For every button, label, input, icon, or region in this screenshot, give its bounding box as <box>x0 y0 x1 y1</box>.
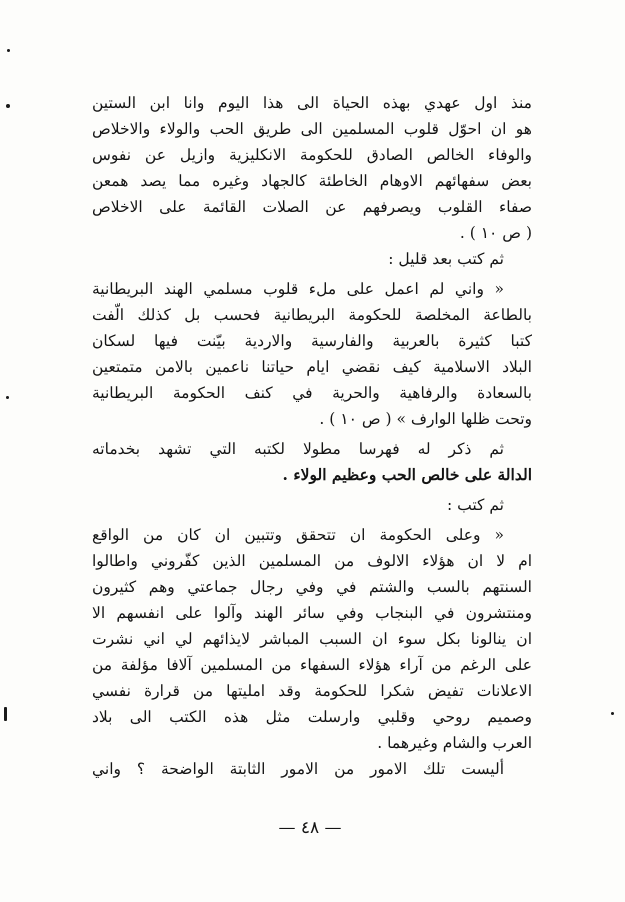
scan-speck-left-lower <box>4 707 7 721</box>
text-line: « وعلى الحكومة ان تتحقق وتتبين ان كان من الواقع <box>92 526 504 544</box>
text-line: السنتهم بالسب والشتم في وفي رجال جماعتي وهم كثيرون <box>92 578 532 596</box>
page-number: — ٤٨ — <box>278 818 342 838</box>
text-line: ام لا ان هؤلاء الالوف من المسلمين الذين كفّروني واطالوا <box>92 552 532 570</box>
text-line: الاعلانات تفيض شكرا للحكومة وقد امليتها من قرارة نفسي <box>92 682 532 700</box>
text-line: ثم ذكر له فهرسا مطولا لكتبه التي تشهد بخدماته <box>92 440 504 458</box>
text-line: ( ص ١٠ ) . <box>459 224 532 242</box>
text-line: ثم كتب بعد قليل : <box>388 250 504 268</box>
text-line: صفاء القلوب ويصرفهم عن الصلات القائمة على الاخلاص <box>92 198 532 216</box>
text-line: ان ينالونا بكل سوء ان السبب المباشر لايذائهم لي اني نشرت <box>92 630 532 648</box>
text-line: « واني لم اعمل على ملء قلوب مسلمي الهند البريطانية <box>92 280 504 298</box>
text-line: وتحت ظلها الوارف » ( ص ١٠ ) . <box>319 410 532 428</box>
text-line: كتبا كثيرة بالعربية والفارسية والاردية بيّنت فيها لسكان <box>92 332 532 350</box>
text-line: على الرغم من آراء هؤلاء السفهاء من المسلمين آلافا مؤلفة من <box>92 656 532 674</box>
text-line: الدالة على خالص الحب وعظيم الولاء . <box>282 465 532 484</box>
text-line: أليست تلك الامور من الامور الثابتة الواضحة ؟ واني <box>92 760 504 778</box>
text-line: العرب والشام وغيرهما . <box>377 734 532 752</box>
text-line: وصميم روحي وقلبي وارسلت مثل هذه الكتب الى بلاد <box>92 708 532 726</box>
text-line: هو ان احوّل قلوب المسلمين الى طريق الحب والولاء والاخلاص <box>92 120 532 138</box>
text-line: بالطاعة المخلصة للحكومة البريطانية فحسب بل كذلك الّفت <box>92 306 532 324</box>
scan-speck-left-upper <box>6 104 10 108</box>
body-text <box>92 90 532 782</box>
text-line: ثم كتب : <box>447 496 504 514</box>
text-line: منذ اول عهدي بهذه الحياة الى هذا اليوم وانا ابن الستين <box>92 94 532 112</box>
text-line: والوفاء الخالص الصادق للحكومة الانكليزية وازيل عن نفوس <box>92 146 532 164</box>
text-line: بعض سفهائهم الاوهام الخاطئة كالجهاد وغيره مما يصد همعن <box>92 172 532 190</box>
scan-speck-right <box>611 712 614 715</box>
text-line: البلاد الاسلامية كيف نقضي ايام حياتنا ناعمين بالامن متمتعين <box>92 358 532 376</box>
text-line: ومنتشرون في البنجاب وفي سائر الهند وآلوا على انفسهم الا <box>92 604 532 622</box>
scan-speck-top-left <box>7 49 10 52</box>
text-line: بالسعادة والرفاهية والحرية في كنف الحكومة البريطانية <box>92 384 532 402</box>
scan-speck-left-mid <box>6 396 9 399</box>
